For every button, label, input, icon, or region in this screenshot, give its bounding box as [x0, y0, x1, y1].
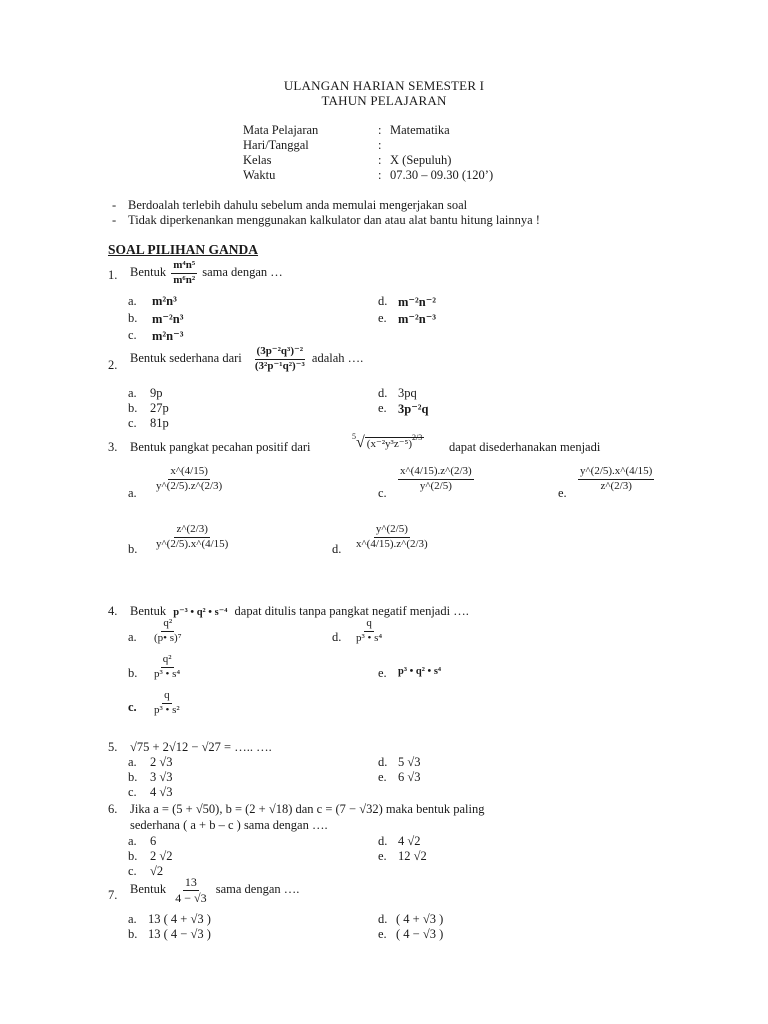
- option-label: e.: [558, 486, 567, 500]
- option-e: ( 4 − √3 ): [396, 927, 444, 941]
- option-label: c.: [128, 864, 137, 878]
- option-label: b.: [128, 927, 138, 941]
- option-a: [152, 466, 226, 492]
- option-d: 3pq: [398, 386, 417, 400]
- option-label: b.: [128, 849, 138, 863]
- fraction: $\frac{\text{(3p⁻²q³)⁻²}}{\text{(3²p⁻¹q²)⁻³}}$: [254, 345, 305, 372]
- info-sep: :: [378, 123, 382, 137]
- option-c: m²n⁻³: [152, 329, 184, 343]
- option-label: d.: [378, 755, 388, 769]
- question-1-stem: Bentuk $\frac{\text{m⁴n⁵}}{\text{m⁶n²}}$ sama dengan …: [130, 259, 283, 286]
- option-b: m⁻²n³: [152, 312, 184, 326]
- question-6-line2: sederhana ( a + b – c ) sama dengan ….: [130, 818, 328, 832]
- option-a: 6: [150, 834, 157, 848]
- fraction: $\frac{y\^{}(2/5)}{x\^{}(4/15).z\^{}(2/3)}$: [356, 523, 428, 550]
- option-d: 4 √2: [398, 834, 421, 848]
- fraction: $\frac{q}{\text{p³ • s⁴}}$: [356, 617, 383, 644]
- option-label: a.: [128, 834, 137, 848]
- option-e: p³ • q² • s⁴: [398, 666, 442, 677]
- option-a: [150, 618, 186, 644]
- question-3-root: $^5$√ $(x^{-2}y^3z^{-5})^{2/3}$: [352, 432, 423, 451]
- fraction: $\frac{13}{4 - √3}$: [175, 875, 207, 905]
- question-number: 5.: [108, 740, 118, 754]
- option-b: 13 ( 4 − √3 ): [148, 927, 211, 941]
- question-number: 1.: [108, 268, 118, 282]
- option-e: 6 √3: [398, 770, 421, 784]
- option-label: e.: [378, 666, 387, 680]
- option-label: c.: [378, 486, 387, 500]
- option-label: a.: [128, 486, 137, 500]
- section-title: SOAL PILIHAN GANDA: [108, 242, 259, 257]
- option-e: 3p⁻²q: [398, 402, 429, 416]
- option-c: 81p: [150, 416, 169, 430]
- option-label: d.: [378, 834, 388, 848]
- question-2-stem: Bentuk sederhana dari $\frac{\text{(3p⁻²q³)⁻²}}{\text{(3²p⁻¹q²)⁻³}}$ adalah ….: [130, 345, 364, 372]
- option-label: b.: [128, 311, 138, 325]
- instruction-item: Tidak diperkenankan menggunakan kalkulator dan atau alat bantu hitung lainnya !: [128, 213, 540, 227]
- question-3-after: dapat disederhanakan menjadi: [449, 440, 601, 454]
- option-c: [150, 690, 184, 716]
- info-value: Matematika: [390, 123, 450, 137]
- option-label: c.: [128, 785, 137, 799]
- instruction-dash: -: [112, 198, 117, 212]
- fraction: $\frac{y\^{}(2/5).x\^{}(4/15)}{z\^{}(2/3)}$: [580, 465, 653, 492]
- option-label: b.: [128, 542, 138, 556]
- option-b: [152, 524, 232, 550]
- option-a: 2 √3: [150, 755, 173, 769]
- question-7-stem: Bentuk $\frac{13}{4 - √3}$ sama dengan ….: [130, 875, 300, 905]
- question-5-expr: √75 + 2√12 − √27 = ….. ….: [130, 740, 272, 754]
- option-d: [352, 618, 386, 644]
- question-number: 3.: [108, 440, 118, 454]
- info-sep: :: [378, 168, 382, 182]
- option-d: ( 4 + √3 ): [396, 912, 444, 926]
- info-sep: :: [378, 138, 382, 152]
- exam-title: ULANGAN HARIAN SEMESTER I: [283, 78, 485, 93]
- option-label: c.: [128, 328, 137, 342]
- info-label: Kelas: [243, 153, 272, 167]
- option-d: 5 √3: [398, 755, 421, 769]
- info-sep: :: [378, 153, 382, 167]
- option-label: a.: [128, 386, 137, 400]
- option-b: 27p: [150, 401, 169, 415]
- option-label: b.: [128, 770, 138, 784]
- info-label: Waktu: [243, 168, 276, 182]
- option-a: 9p: [150, 386, 163, 400]
- fraction: $\frac{q}{\text{p³ • s²}}$: [154, 689, 180, 716]
- question-6-line1: Jika a = (5 + √50), b = (2 + √18) dan c = (7 − √32) maka bentuk paling: [130, 802, 485, 816]
- option-label: d.: [332, 542, 342, 556]
- option-label: c.: [128, 416, 137, 430]
- info-label: Hari/Tanggal: [243, 138, 309, 152]
- option-label: b.: [128, 401, 138, 415]
- option-e: m⁻²n⁻³: [398, 312, 437, 326]
- option-label: a.: [128, 630, 137, 644]
- option-label: e.: [378, 770, 387, 784]
- option-b: [150, 654, 184, 680]
- fraction: $\frac{z\^{}(2/3)}{y\^{}(2/5).x\^{}(4/15)}$: [156, 523, 229, 550]
- option-label: a.: [128, 294, 137, 308]
- option-label: e.: [378, 849, 387, 863]
- question-number: 4.: [108, 604, 118, 618]
- option-label: d.: [378, 912, 388, 926]
- option-a: 13 ( 4 + √3 ): [148, 912, 211, 926]
- question-4-stem: Bentuk p⁻³ • q² • s⁻⁴ dapat ditulis tanpa pangkat negatif menjadi ….: [130, 604, 469, 618]
- option-e: 12 √2: [398, 849, 427, 863]
- option-c: [396, 466, 476, 492]
- fraction: $\frac{x\^{}(4/15)}{y\^{}(2/5).z\^{}(2/3)}$: [156, 465, 223, 492]
- option-label: a.: [128, 755, 137, 769]
- question-number: 2.: [108, 358, 118, 372]
- option-label: e.: [378, 927, 387, 941]
- question-3-text: Bentuk pangkat pecahan positif dari: [130, 440, 311, 454]
- fraction: $\frac{x\^{}(4/15).z\^{}(2/3)}{y\^{}(2/5)}$: [400, 465, 472, 492]
- option-label: d.: [378, 386, 388, 400]
- option-label: e.: [378, 311, 387, 325]
- option-label: c.: [128, 700, 137, 714]
- option-e: [576, 466, 656, 492]
- option-label: b.: [128, 666, 138, 680]
- option-label: a.: [128, 912, 137, 926]
- instruction-item: Berdoalah terlebih dahulu sebelum anda memulai mengerjakan soal: [128, 198, 468, 212]
- option-label: e.: [378, 401, 387, 415]
- option-b: 2 √2: [150, 849, 173, 863]
- exam-subtitle: TAHUN PELAJARAN: [321, 93, 447, 108]
- info-label: Mata Pelajaran: [243, 123, 319, 137]
- option-a: m²n³: [152, 294, 177, 308]
- question-number: 6.: [108, 802, 118, 816]
- option-b: 3 √3: [150, 770, 173, 784]
- info-value: X (Sepuluh): [390, 153, 452, 167]
- option-label: d.: [332, 630, 342, 644]
- fraction: $\frac{\text{m⁴n⁵}}{\text{m⁶n²}}$: [173, 259, 196, 286]
- fraction: $\frac{\text{q²}}{\text{(p• s)⁷}}$: [154, 617, 182, 644]
- info-value: 07.30 – 09.30 (120’): [390, 168, 494, 182]
- option-d: [352, 524, 432, 550]
- option-label: d.: [378, 294, 388, 308]
- option-d: m⁻²n⁻²: [398, 295, 437, 309]
- instruction-dash: -: [112, 213, 117, 227]
- option-c: 4 √3: [150, 785, 173, 799]
- question-number: 7.: [108, 888, 118, 902]
- option-c: √2: [150, 864, 164, 878]
- fraction: $\frac{\text{q²}}{\text{p³ • s⁴}}$: [154, 653, 181, 680]
